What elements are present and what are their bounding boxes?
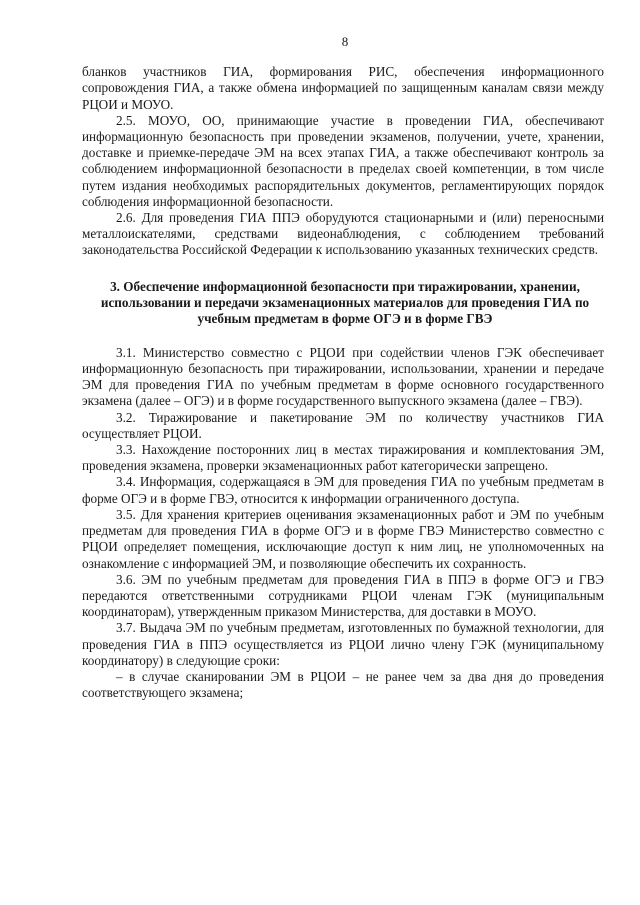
paragraph-3-3: 3.3. Нахождение посторонних лиц в местах тиражирования и комплектования ЭМ, проведения экзамена, проверки экзаменационных работ категорически запрещено. bbox=[82, 442, 604, 474]
page-number: 8 bbox=[341, 34, 349, 49]
paragraph-3-2: 3.2. Тиражирование и пакетирование ЭМ по количеству участников ГИА осуществляет РЦОИ. bbox=[82, 409, 604, 441]
paragraph-3-4: 3.4. Информация, содержащаяся в ЭМ для проведения ГИА по учебным предметам в форме ОГЭ и в форме ГВЭ, относится к информации ограниченного доступа. bbox=[82, 474, 604, 506]
list-item-scanning: – в случае сканировании ЭМ в РЦОИ – не ранее чем за два дня до проведения соответствующего экзамена; bbox=[82, 668, 604, 701]
section-heading: 3. Обеспечение информационной безопасности при тиражировании, хранении, использовании и передачи экзаменационных материалов для проведения ГИА по учебным предметам в форме ОГЭ и в форме ГВЭ bbox=[100, 278, 590, 327]
paragraph-2-5: 2.5. МОУО, ОО, принимающие участие в проведении ГИА, обеспечивают информационную безопасность при проведении экзаменов, получении, учете, хранении, доставке и приемке-передаче ЭМ на всех этапах ГИА, а также обеспечивают контроль за соблюдением информационной безопасности в пределах своей компетенции, в том числе путем издания необходимых распорядительных документов, регламентирующих порядок соблюдения информационной безопасности. bbox=[82, 112, 604, 209]
paragraph-3-5: 3.5. Для хранения критериев оценивания экзаменационных работ и ЭМ по учебным предметам для проведения ГИА в форме ОГЭ и в форме ГВЭ Министерство совместно с РЦОИ определяет помещения, исключающие доступ к ним лиц, не уполномоченных на ознакомление с информацией ЭМ, и позволяющие обеспечить их сохранность. bbox=[82, 506, 604, 571]
paragraph-continuation: бланков участников ГИА, формирования РИС, обеспечения информационного сопровождения ГИА, а также обмена информацией по защищенным каналам связи между РЦОИ и МОУО. bbox=[82, 64, 604, 112]
paragraph-2-6: 2.6. Для проведения ГИА ППЭ оборудуются стационарными и (или) переносными металлоискателями, средствами видеонаблюдения, с соблюдением требований законодательства Российской Федерации к использованию указанных технических средств. bbox=[82, 210, 604, 258]
paragraph-3-1: 3.1. Министерство совместно с РЦОИ при содействии членов ГЭК обеспечивает информационную безопасность при тиражировании, использовании, хранении и передаче ЭМ для проведения ГИА по учебным предметам в форме основного государственного экзамена (далее – ОГЭ) и в форме государственного выпускного экзамена (далее – ГВЭ). bbox=[82, 344, 604, 409]
paragraph-3-7: 3.7. Выдача ЭМ по учебным предметам, изготовленных по бумажной технологии, для проведения ГИА в ППЭ осуществляется из РЦОИ лично члену ГЭК (муниципальному координатору) в следующие сроки: bbox=[82, 620, 604, 668]
paragraph-3-6: 3.6. ЭМ по учебным предметам для проведения ГИА в ППЭ в форме ОГЭ и ГВЭ передаются ответственными сотрудниками РЦОИ членам ГЭК (муниципальным координаторам), утвержденным приказом Министерства, для доставки в МОУО. bbox=[82, 571, 604, 620]
